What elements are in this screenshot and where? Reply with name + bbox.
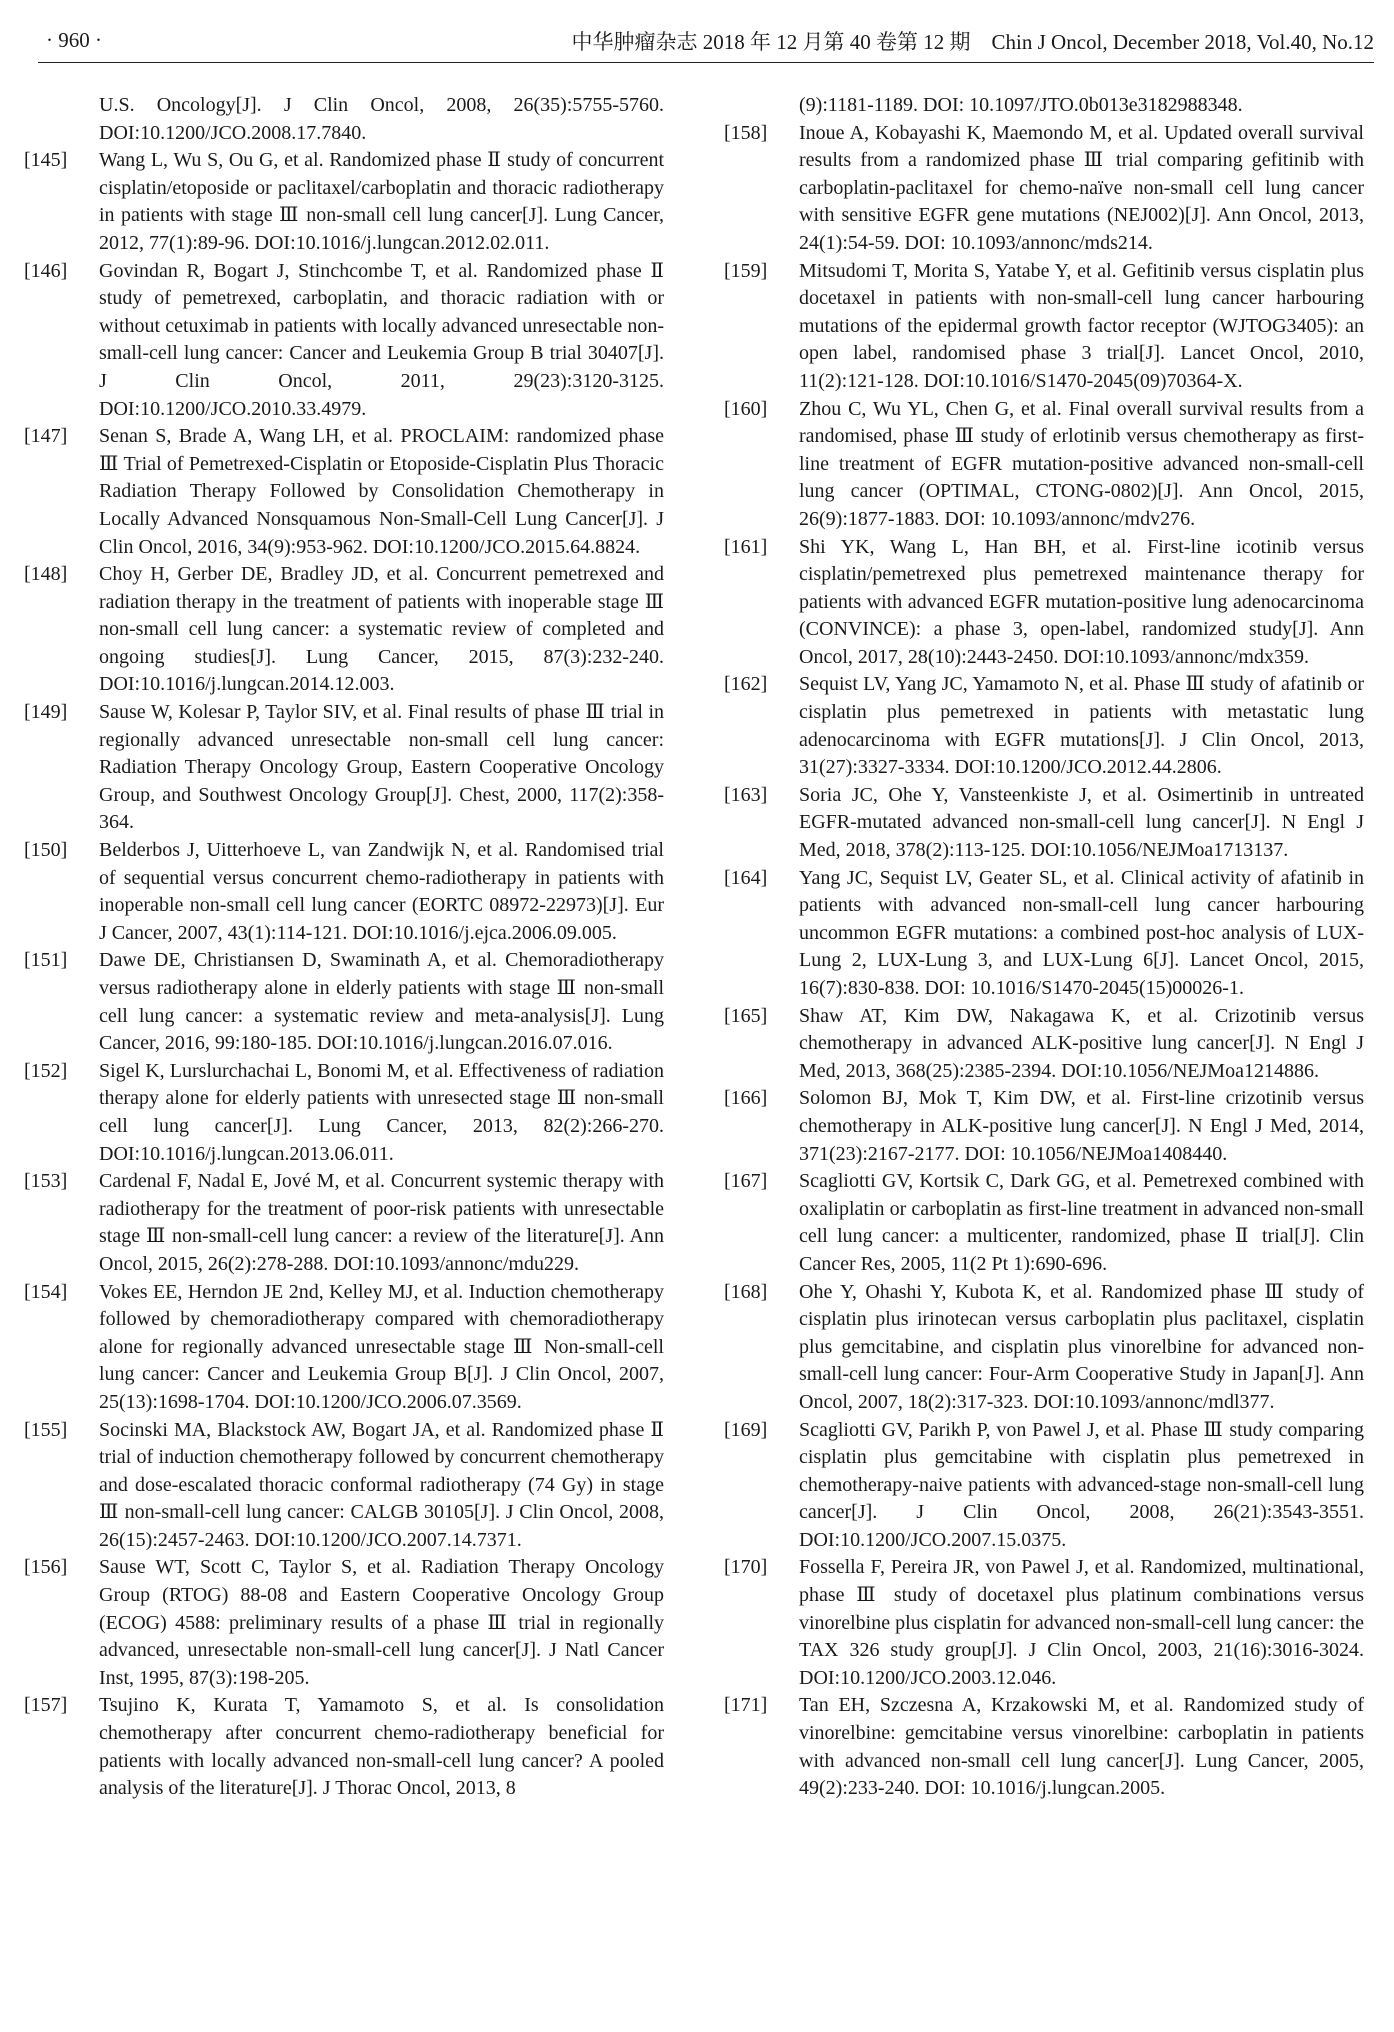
reference-number: [156] [24, 1556, 68, 1579]
reference-entry [724, 1168, 1364, 1278]
reference-number: [147] [24, 425, 68, 448]
reference-entry [24, 258, 664, 424]
reference-number: [154] [24, 1280, 68, 1303]
reference-text: (9):1181-1189. DOI: 10.1097/JTO.0b013e3182988348. [799, 94, 1243, 116]
reference-number: [151] [24, 949, 68, 972]
reference-number: [171] [724, 1694, 768, 1717]
reference-column-left [24, 92, 664, 1803]
reference-entry [24, 561, 664, 699]
reference-text: Wang L, Wu S, Ou G, et al. Randomized phase Ⅱ study of concurrent cisplatin/etoposide or paclitaxel/carboplatin and thoracic radiotherapy in patients with stage Ⅲ non-small cell lung cancer[J]. Lung Cancer, 2012, 77(1):89-96. DOI:10.1016/j.lungcan.2012.02.011. [99, 149, 664, 254]
reference-text: Solomon BJ, Mok T, Kim DW, et al. First-line crizotinib versus chemotherapy in ALK-positive lung cancer[J]. N Engl J Med, 2014, 371(23):2167-2177. DOI: 10.1056/NEJMoa1408440. [799, 1087, 1364, 1165]
reference-number: [164] [724, 866, 768, 889]
reference-entry [724, 1692, 1364, 1802]
reference-entry [724, 92, 1364, 120]
reference-number: [169] [724, 1418, 768, 1441]
reference-entry [724, 1554, 1364, 1692]
reference-text: Tsujino K, Kurata T, Yamamoto S, et al. Is consolidation chemotherapy after concurrent chemo-radiotherapy beneficial for patients with locally advanced non-small-cell lung cancer? A pooled analysis of the literature[J]. J Thorac Oncol, 2013, 8 [99, 1694, 664, 1800]
reference-number: [167] [724, 1170, 768, 1193]
reference-number: [162] [724, 673, 768, 696]
reference-text: Senan S, Brade A, Wang LH, et al. PROCLAIM: randomized phase Ⅲ Trial of Pemetrexed-Cisplatin or Etoposide-Cisplatin Plus Thoracic Radiation Therapy Followed by Consolidation Chemotherapy in Locally Advanced Nonsquamous Non-Small-Cell Lung Cancer[J]. J Clin Oncol, 2016, 34(9):953-962. DOI:10.1200/JCO.2015.64.8824. [99, 425, 664, 558]
reference-text: Scagliotti GV, Parikh P, von Pawel J, et al. Phase Ⅲ study comparing cisplatin plus gemcitabine with cisplatin plus pemetrexed in chemotherapy-naive patients with advanced-stage non-small-cell lung cancer[J]. J Clin Oncol, 2008, 26(21):3543-3551. DOI:10.1200/JCO.2007.15.0375. [799, 1418, 1364, 1551]
reference-entry [24, 1554, 664, 1692]
reference-text: Shi YK, Wang L, Han BH, et al. First-line icotinib versus cisplatin/pemetrexed plus pemetrexed maintenance therapy for patients with advanced EGFR mutation-positive lung adenocarcinoma (CONVINCE): a phase 3, open-label, randomized study[J]. Ann Oncol, 2017, 28(10):2443-2450. DOI:10.1093/annonc/mdx359. [799, 535, 1364, 668]
reference-entry [724, 1279, 1364, 1417]
reference-number: [157] [24, 1694, 68, 1717]
reference-entry [724, 1417, 1364, 1555]
reference-entry [24, 947, 664, 1057]
reference-text: Belderbos J, Uitterhoeve L, van Zandwijk N, et al. Randomised trial of sequential versus concurrent chemo-radiotherapy in patients with inoperable non-small cell lung cancer (EORTC 08972-22973)[J]. Eur J Cancer, 2007, 43(1):114-121. DOI:10.1016/j.ejca.2006.09.005. [99, 839, 664, 944]
reference-entry [24, 147, 664, 257]
reference-number: [160] [724, 397, 768, 420]
reference-entry [724, 782, 1364, 865]
reference-text: Mitsudomi T, Morita S, Yatabe Y, et al. Gefitinib versus cisplatin plus docetaxel in patients with non-small-cell lung cancer harbouring mutations of the epidermal growth factor receptor (WJTOG3405): an open label, randomised phase 3 trial[J]. Lancet Oncol, 2010, 11(2):121-128. DOI:10.1016/S1470-2045(09)70364-X. [799, 259, 1364, 392]
reference-number: [170] [724, 1556, 768, 1579]
reference-text: Sause W, Kolesar P, Taylor SIV, et al. Final results of phase Ⅲ trial in regionally advanced unresectable non-small cell lung cancer: Radiation Therapy Oncology Group, Eastern Cooperative Oncology Group, and Southwest Oncology Group[J]. Chest, 2000, 117(2):358-364. [99, 701, 664, 834]
reference-number: [148] [24, 563, 68, 586]
reference-number: [158] [724, 121, 768, 144]
reference-text: U.S. Oncology[J]. J Clin Oncol, 2008, 26(35):5755-5760. DOI:10.1200/JCO.2008.17.7840. [99, 94, 664, 144]
reference-entry [724, 1085, 1364, 1168]
reference-entry [724, 1003, 1364, 1086]
reference-entry [724, 865, 1364, 1003]
reference-entry [724, 671, 1364, 781]
reference-column-right [724, 92, 1364, 1803]
reference-entry [24, 1417, 664, 1555]
reference-text: Vokes EE, Herndon JE 2nd, Kelley MJ, et al. Induction chemotherapy followed by chemoradiotherapy compared with chemoradiotherapy alone for regionally advanced unresectable stage Ⅲ Non-small-cell lung cancer: Cancer and Leukemia Group B[J]. J Clin Oncol, 2007, 25(13):1698-1704. DOI:10.1200/JCO.2006.07.3569. [99, 1280, 664, 1413]
reference-entry [724, 396, 1364, 534]
journal-citation-line: 中华肿瘤杂志 2018 年 12 月第 40 卷第 12 期 Chin J Oncol, December 2018, Vol.40, No.12 [571, 30, 1374, 54]
reference-entry [24, 92, 664, 147]
reference-number: [152] [24, 1059, 68, 1082]
reference-text: Soria JC, Ohe Y, Vansteenkiste J, et al. Osimertinib in untreated EGFR-mutated advanced non-small-cell lung cancer[J]. N Engl J Med, 2018, 378(2):113-125. DOI:10.1056/NEJMoa1713137. [799, 783, 1364, 862]
reference-number: [145] [24, 149, 68, 172]
reference-number: [146] [24, 259, 68, 282]
reference-entry [24, 1058, 664, 1168]
reference-text: Cardenal F, Nadal E, Jové M, et al. Concurrent systemic therapy with radiotherapy for the treatment of poor-risk patients with unresectable stage Ⅲ non-small-cell lung cancer: a review of the literature[J]. Ann Oncol, 2015, 26(2):278-288. DOI:10.1093/annonc/mdu229. [99, 1170, 664, 1275]
reference-text: Ohe Y, Ohashi Y, Kubota K, et al. Randomized phase Ⅲ study of cisplatin plus irinotecan versus carboplatin plus paclitaxel, cisplatin plus gemcitabine, and cisplatin plus vinorelbine for advanced non-small-cell lung cancer: Four-Arm Cooperative Study in Japan[J]. Ann Oncol, 2007, 18(2):317-323. DOI:10.1093/annonc/mdl377. [799, 1280, 1364, 1413]
reference-text: Sause WT, Scott C, Taylor S, et al. Radiation Therapy Oncology Group (RTOG) 88-08 and Eastern Cooperative Oncology Group (ECOG) 4588: preliminary results of a phase Ⅲ trial in regionally advanced, unresectable non-small-cell lung cancer[J]. J Natl Cancer Inst, 1995, 87(3):198-205. [99, 1556, 664, 1689]
reference-entry [24, 1692, 664, 1802]
reference-number: [149] [24, 701, 68, 724]
reference-entry [724, 534, 1364, 672]
reference-number: [150] [24, 839, 68, 862]
reference-entry [24, 699, 664, 837]
reference-number: [159] [724, 259, 768, 282]
page-number: · 960 · [46, 28, 102, 52]
reference-text: Govindan R, Bogart J, Stinchcombe T, et al. Randomized phase Ⅱ study of pemetrexed, carboplatin, and thoracic radiation with or without cetuximab in patients with locally advanced unresectable non-small-cell lung cancer: Cancer and Leukemia Group B trial 30407[J]. J Clin Oncol, 2011, 29(23):3120-3125. DOI:10.1200/JCO.2010.33.4979. [99, 259, 664, 420]
reference-number: [168] [724, 1280, 768, 1303]
reference-entry [24, 1279, 664, 1417]
reference-text: Choy H, Gerber DE, Bradley JD, et al. Concurrent pemetrexed and radiation therapy in the treatment of patients with inoperable stage Ⅲ non-small cell lung cancer: a systematic review of completed and ongoing studies[J]. Lung Cancer, 2015, 87(3):232-240. DOI:10.1016/j.lungcan.2014.12.003. [99, 563, 664, 696]
reference-text: Inoue A, Kobayashi K, Maemondo M, et al. Updated overall survival results from a randomized phase Ⅲ trial comparing gefitinib with carboplatin-paclitaxel for chemo-naïve non-small cell lung cancer with sensitive EGFR gene mutations (NEJ002)[J]. Ann Oncol, 2013, 24(1):54-59. DOI: 10.1093/annonc/mds214. [799, 121, 1364, 254]
reference-text: Socinski MA, Blackstock AW, Bogart JA, et al. Randomized phase Ⅱ trial of induction chemotherapy followed by concurrent chemotherapy and dose-escalated thoracic conformal radiotherapy (74 Gy) in stage Ⅲ non-small-cell lung cancer: CALGB 30105[J]. J Clin Oncol, 2008, 26(15):2457-2463. DOI:10.1200/JCO.2007.14.7371. [99, 1418, 664, 1551]
reference-number: [153] [24, 1170, 68, 1193]
reference-entry [24, 423, 664, 561]
reference-text: Dawe DE, Christiansen D, Swaminath A, et al. Chemoradiotherapy versus radiotherapy alone in elderly patients with stage Ⅲ non-small cell lung cancer: a systematic review and meta-analysis[J]. Lung Cancer, 2016, 99:180-185. DOI:10.1016/j.lungcan.2016.07.016. [99, 949, 664, 1055]
reference-entry [24, 837, 664, 947]
reference-text: Zhou C, Wu YL, Chen G, et al. Final overall survival results from a randomised, phase Ⅲ study of erlotinib versus chemotherapy as first-line treatment of EGFR mutation-positive advanced non-small-cell lung cancer (OPTIMAL, CTONG-0802)[J]. Ann Oncol, 2015, 26(9):1877-1883. DOI: 10.1093/annonc/mdv276. [799, 397, 1364, 530]
reference-text: Scagliotti GV, Kortsik C, Dark GG, et al. Pemetrexed combined with oxaliplatin or carboplatin as first-line treatment in advanced non-small cell lung cancer: a multicenter, randomized, phase Ⅱ trial[J]. Clin Cancer Res, 2005, 11(2 Pt 1):690-696. [799, 1170, 1364, 1275]
reference-number: [161] [724, 535, 768, 558]
reference-text: Yang JC, Sequist LV, Geater SL, et al. Clinical activity of afatinib in patients with advanced non-small-cell lung cancer harbouring uncommon EGFR mutations: a combined post-hoc analysis of LUX-Lung 2, LUX-Lung 3, and LUX-Lung 6[J]. Lancet Oncol, 2015, 16(7):830-838. DOI: 10.1016/S1470-2045(15)00026-1. [799, 866, 1364, 999]
reference-entry [724, 120, 1364, 258]
reference-number: [166] [724, 1087, 768, 1110]
page-header [38, 22, 1374, 63]
reference-text: Sigel K, Lurslurchachai L, Bonomi M, et al. Effectiveness of radiation therapy alone for elderly patients with unresected stage Ⅲ non-small cell lung cancer[J]. Lung Cancer, 2013, 82(2):266-270. DOI:10.1016/j.lungcan.2013.06.011. [99, 1059, 664, 1165]
reference-entry [24, 1168, 664, 1278]
reference-number: [155] [24, 1418, 68, 1441]
reference-entry [724, 258, 1364, 396]
reference-number: [165] [724, 1004, 768, 1027]
reference-text: Fossella F, Pereira JR, von Pawel J, et al. Randomized, multinational, phase Ⅲ study of docetaxel plus platinum combinations versus vinorelbine plus cisplatin for advanced non-small-cell lung cancer: the TAX 326 study group[J]. J Clin Oncol, 2003, 21(16):3016-3024. DOI:10.1200/JCO.2003.12.046. [799, 1556, 1364, 1689]
reference-text: Shaw AT, Kim DW, Nakagawa K, et al. Crizotinib versus chemotherapy in advanced ALK-positive lung cancer[J]. N Engl J Med, 2013, 368(25):2385-2394. DOI:10.1056/NEJMoa1214886. [799, 1004, 1364, 1082]
reference-number: [163] [724, 783, 768, 806]
reference-text: Sequist LV, Yang JC, Yamamoto N, et al. Phase Ⅲ study of afatinib or cisplatin plus pemetrexed in patients with metastatic lung adenocarcinoma with EGFR mutations[J]. J Clin Oncol, 2013, 31(27):3327-3334. DOI:10.1200/JCO.2012.44.2806. [799, 673, 1364, 779]
reference-text: Tan EH, Szczesna A, Krzakowski M, et al. Randomized study of vinorelbine: gemcitabine versus vinorelbine: carboplatin in patients with advanced non-small cell lung cancer[J]. Lung Cancer, 2005, 49(2):233-240. DOI: 10.1016/j.lungcan.2005. [799, 1694, 1364, 1800]
